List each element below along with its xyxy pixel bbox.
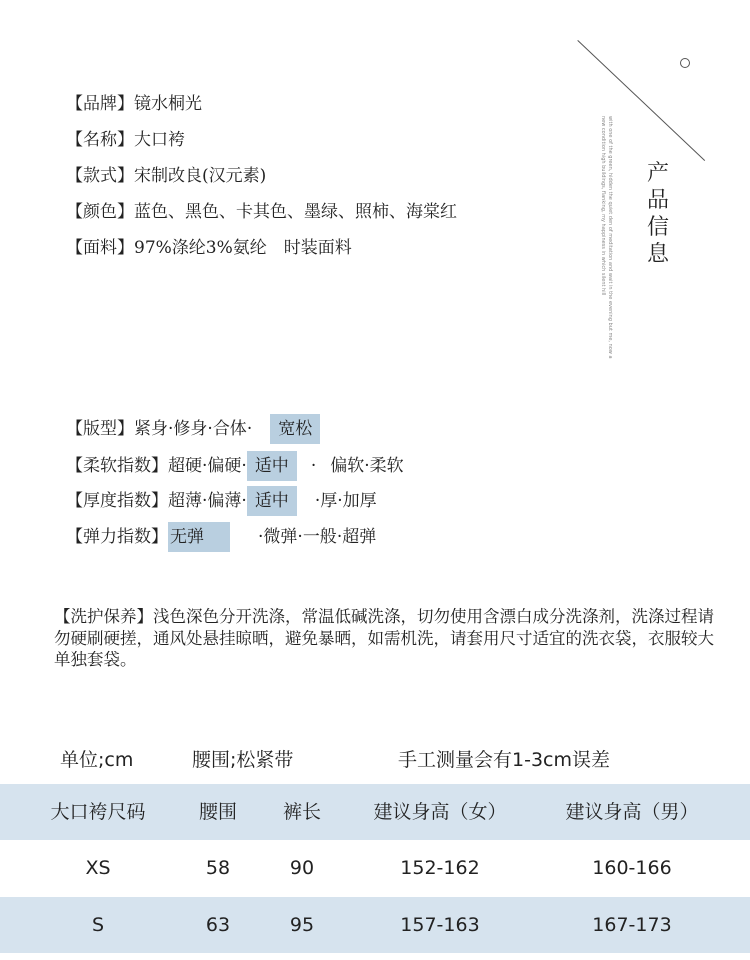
rating-elasticity-label: 【弹力指数】 xyxy=(66,527,168,547)
table-cell: 157-163 xyxy=(400,914,480,936)
table-header-cell: 裤长 xyxy=(282,801,321,823)
table-cell: S xyxy=(91,914,105,936)
table-cell: XS xyxy=(85,857,111,879)
rating-option-selected: 适中 xyxy=(247,451,297,481)
rating-fit: 【版型】紧身·修身·合体· 宽松 xyxy=(66,414,320,444)
table-cell: 160-166 xyxy=(592,857,672,879)
info-name: 【名称】大口袴 xyxy=(66,130,185,150)
table-cell: 90 xyxy=(289,857,315,879)
decorative-circle-icon xyxy=(680,58,690,68)
table-cell: 167-173 xyxy=(592,914,672,936)
rating-option: 加厚 xyxy=(342,491,377,511)
table-cell: 58 xyxy=(205,857,231,879)
rating-option-selected: 宽松 xyxy=(270,414,320,444)
rating-thickness-label: 【厚度指数】 xyxy=(66,491,168,511)
table-row xyxy=(0,840,750,896)
side-title-char: 息 xyxy=(646,242,669,267)
rating-fit-label: 【版型】 xyxy=(66,419,134,439)
side-title xyxy=(643,160,673,268)
rating-option: 紧身 xyxy=(134,419,168,439)
rating-option: 偏薄 xyxy=(207,491,242,511)
rating-softness: 【柔软指数】超硬·偏硬· 适中 · 偏软·柔软 xyxy=(66,451,404,481)
info-brand: 【品牌】镜水桐光 xyxy=(66,94,202,114)
table-header-cell: 腰围 xyxy=(198,801,237,823)
rating-elasticity: 【弹力指数】 无弹 ·微弹·一般·超弹 xyxy=(66,522,376,552)
rating-option: 微弹 xyxy=(263,527,298,547)
table-cell: 95 xyxy=(289,914,315,936)
care-instructions: 【洗护保养】浅色深色分开洗涤，常温低碱洗涤，切勿使用含漂白成分洗涤剂，洗涤过程请勿硬刷硬搓，通风处悬挂晾晒，避免暴晒，如需机洗，请套用尺寸适宜的洗衣袋，衣服较大单独套袋。 xyxy=(54,607,714,669)
size-measure-note: 手工测量会有1-3cm误差 xyxy=(398,749,610,771)
size-waist-note: 腰围;松紧带 xyxy=(192,749,294,771)
rating-option: 厚 xyxy=(320,491,338,511)
table-header-cell: 建议身高（男） xyxy=(565,801,699,823)
rating-option: 偏软 xyxy=(330,456,365,476)
rating-option-selected: 无弹 xyxy=(168,522,230,552)
rating-option: 修身 xyxy=(173,419,208,439)
rating-option: 超硬 xyxy=(168,456,202,476)
table-header-row xyxy=(0,784,750,840)
rating-option: 合体 xyxy=(212,419,247,439)
rating-option-selected: 适中 xyxy=(247,486,297,516)
info-fabric: 【面料】97%涤纶3%氨纶 时装面料 xyxy=(66,238,352,258)
rating-option: 一般 xyxy=(302,527,337,547)
table-row xyxy=(0,897,750,953)
info-style: 【款式】宋制改良(汉元素) xyxy=(66,166,267,186)
side-english-text: with one of the green, hidden the quiet den of meditation and wait in the evening but me, now a new condition high buildings, flanking, my happiness in which silent hill xyxy=(600,116,613,359)
side-title-char: 信 xyxy=(646,215,669,240)
table-header-cell: 建议身高（女） xyxy=(373,801,507,823)
rating-thickness: 【厚度指数】超薄·偏薄· 适中 ·厚·加厚 xyxy=(66,486,377,516)
rating-option: 偏硬 xyxy=(207,456,242,476)
rating-option: 超弹 xyxy=(342,527,377,547)
table-cell: 152-162 xyxy=(400,857,480,879)
rating-option: 柔软 xyxy=(369,456,404,476)
side-title-char: 品 xyxy=(646,188,669,213)
rating-option: 超薄 xyxy=(168,491,202,511)
info-colors: 【颜色】蓝色、黑色、卡其色、墨绿、照柿、海棠红 xyxy=(66,202,457,222)
side-title-char: 产 xyxy=(646,161,669,186)
rating-softness-label: 【柔软指数】 xyxy=(66,456,168,476)
table-cell: 63 xyxy=(205,914,231,936)
table-header-cell: 大口袴尺码 xyxy=(50,801,146,823)
size-unit: 单位;cm xyxy=(60,749,134,771)
